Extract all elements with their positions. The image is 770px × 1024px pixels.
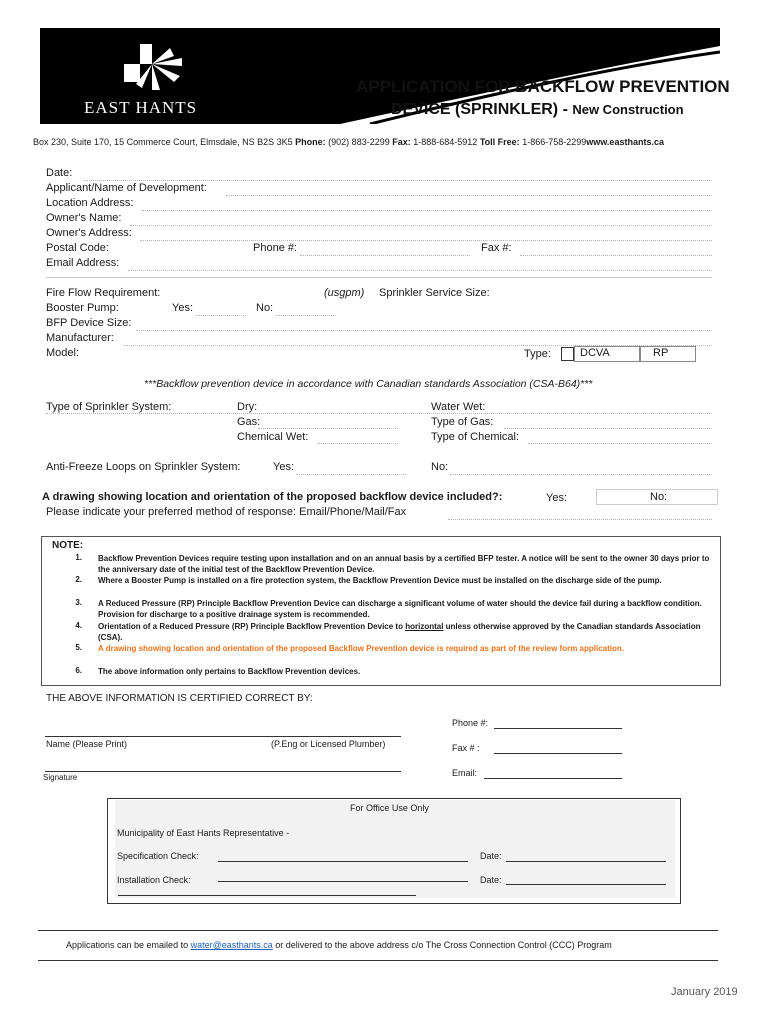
office-spec-date-label: Date: — [480, 851, 502, 861]
location-field[interactable] — [142, 210, 712, 211]
subtitle-main: DEVICE (SPRINKLER) — [391, 101, 559, 118]
water-wet-label: Water Wet: — [431, 401, 486, 413]
footer-rule-bottom — [38, 960, 718, 961]
owner-name-label: Owner's Name: — [46, 212, 122, 224]
org-name: EAST HANTS — [84, 98, 198, 117]
office-install-field[interactable] — [218, 881, 468, 882]
note-item-3: A Reduced Pressure (RP) Principle Backflow Prevention Device can discharge a significant volume of water should the device fail during a backflow condition. Provision for discharge to a positive drainage system is recommended. — [98, 599, 702, 619]
antifreeze-no-label: No: — [431, 461, 449, 473]
owner-name-field[interactable] — [130, 225, 712, 226]
fax-field[interactable] — [520, 255, 712, 256]
gas-field[interactable] — [258, 428, 398, 429]
cert-fax-field[interactable] — [494, 753, 622, 754]
certify-heading: THE ABOVE INFORMATION IS CERTIFIED CORRECT BY: — [46, 693, 313, 704]
booster-label: Booster Pump: — [46, 302, 119, 314]
note-item-5: A drawing showing location and orientation of the proposed Backflow Prevention device is required as part of the review form application. — [98, 644, 625, 653]
east-hants-logo-icon — [122, 42, 186, 94]
rp-label: RP — [653, 347, 669, 359]
antifreeze-yes-field[interactable] — [296, 474, 406, 475]
cert-email-label: Email: — [452, 768, 478, 778]
csa-standard-note: ***Backflow prevention device in accordance with Canadian standards Association (CSA-B64)*** — [144, 378, 593, 390]
booster-no-field[interactable] — [276, 315, 336, 316]
owner-address-label: Owner's Address: — [46, 227, 132, 239]
drawing-answer-box[interactable] — [596, 489, 718, 505]
note-number: 3. — [75, 598, 82, 607]
booster-yes-label: Yes: — [172, 302, 194, 314]
contact-info: Box 230, Suite 170, 15 Commerce Court, Elmsdale, NS B2S 3K5 Phone: (902) 883-2299 Fax: 1-888-684-5912 Toll Free: 1-866-758-2299www.easthants.ca — [33, 137, 664, 147]
note-number: 1. — [75, 553, 82, 562]
chem-wet-field[interactable] — [318, 443, 398, 444]
subtitle-dash: - — [558, 101, 573, 118]
location-label: Location Address: — [46, 197, 134, 209]
booster-yes-field[interactable] — [196, 315, 246, 316]
cert-email-field[interactable] — [484, 778, 622, 779]
bfp-size-label: BFP Device Size: — [46, 317, 132, 329]
section-divider — [46, 277, 712, 278]
office-rep-label: Municipality of East Hants Representative - — [117, 828, 290, 838]
cert-peng-label: (P.Eng or Licensed Plumber) — [271, 739, 386, 749]
type-gas-label: Type of Gas: — [431, 416, 494, 428]
response-field[interactable] — [448, 519, 712, 520]
usgpm-label: (usgpm) — [324, 287, 365, 299]
postal-label: Postal Code: — [46, 242, 109, 254]
office-heading: For Office Use Only — [350, 803, 429, 813]
dcva-checkbox[interactable] — [561, 347, 574, 361]
cert-signature-label: Signature — [43, 773, 78, 782]
office-spec-date-field[interactable] — [506, 861, 666, 862]
note-number: 5. — [75, 643, 82, 652]
service-size-label: Sprinkler Service Size: — [379, 287, 490, 299]
footer-email-link[interactable]: water@easthants.ca — [190, 940, 273, 950]
note-number: 4. — [75, 621, 82, 630]
note-number: 6. — [75, 666, 82, 675]
subtitle-sub: New Construction — [572, 102, 684, 117]
booster-no-label: No: — [256, 302, 274, 314]
office-install-date-field[interactable] — [506, 884, 666, 885]
office-spec-label: Specification Check: — [117, 851, 199, 861]
cert-phone-label: Phone #: — [452, 718, 489, 728]
fire-flow-label: Fire Flow Requirement: — [46, 287, 161, 299]
date-field[interactable] — [84, 180, 712, 181]
phone-field[interactable] — [300, 255, 470, 256]
bfp-size-field[interactable] — [136, 330, 712, 331]
dry-label: Dry: — [237, 401, 258, 413]
office-install-date-label: Date: — [480, 875, 502, 885]
cert-phone-field[interactable] — [494, 728, 622, 729]
cert-name-label: Name (Please Print) — [46, 739, 128, 749]
chem-wet-label: Chemical Wet: — [237, 431, 309, 443]
sprinkler-row1 — [46, 413, 712, 414]
office-install-label: Installation Check: — [117, 875, 191, 885]
dcva-label: DCVA — [580, 347, 610, 359]
sprinkler-type-label: Type of Sprinkler System: — [46, 401, 172, 413]
note-heading: NOTE: — [52, 540, 84, 551]
drawing-question: A drawing showing location and orientation of the proposed backflow device included?: — [42, 491, 503, 503]
model-label: Model: — [46, 347, 80, 359]
owner-address-field[interactable] — [140, 240, 712, 241]
drawing-yes-label: Yes: — [546, 492, 568, 504]
note-number: 2. — [75, 575, 82, 584]
phone-label: Phone #: — [253, 242, 298, 254]
note-item-6: The above information only pertains to Backflow Prevention devices. — [98, 667, 361, 676]
form-title: APPLICATION FOR BACKFLOW PREVENTION — [356, 77, 730, 96]
revision-date: January 2019 — [671, 986, 738, 998]
type-gas-field[interactable] — [504, 428, 712, 429]
antifreeze-yes-label: Yes: — [273, 461, 295, 473]
note-item-1: Backflow Prevention Devices require testing upon installation and on an annual basis by a certified BFP tester. A notice will be sent to the owner 30 days prior to the anniversary date of the initial test of the Backflow Prevention Device. — [98, 554, 710, 574]
applicant-field[interactable] — [226, 195, 712, 196]
office-signature-field[interactable] — [118, 895, 416, 896]
cert-signature-field[interactable] — [45, 771, 401, 772]
antifreeze-label: Anti-Freeze Loops on Sprinkler System: — [46, 461, 241, 473]
type-chem-field[interactable] — [528, 443, 712, 444]
drawing-no-label: No: — [650, 491, 668, 503]
note-item-4: Orientation of a Reduced Pressure (RP) Principle Backflow Prevention Device to horizontal unless otherwise approved by the Canadian standards Association (CSA). — [98, 622, 701, 642]
antifreeze-no-field[interactable] — [450, 474, 712, 475]
note-item-2: Where a Booster Pump is installed on a fire protection system, the Backflow Prevention Device must be installed on the discharge side of the pump. — [98, 576, 662, 585]
manufacturer-label: Manufacturer: — [46, 332, 114, 344]
footer-rule-top — [38, 930, 718, 931]
email-field[interactable] — [128, 270, 712, 271]
type-label: Type: — [524, 348, 551, 360]
fax-label: Fax #: — [481, 242, 512, 254]
cert-fax-label: Fax # : — [452, 743, 480, 753]
gas-label: Gas: — [237, 416, 261, 428]
footer-text: Applications can be emailed to water@easthants.ca or delivered to the above address c/o The Cross Connection Control (CCC) Program — [66, 940, 612, 950]
form-subtitle — [391, 101, 684, 119]
response-method: Please indicate your preferred method of response: Email/Phone/Mail/Fax — [46, 506, 407, 518]
cert-name-field[interactable] — [45, 736, 401, 737]
office-spec-field[interactable] — [218, 861, 468, 862]
type-chem-label: Type of Chemical: — [431, 431, 520, 443]
date-label: Date: — [46, 167, 73, 179]
applicant-label: Applicant/Name of Development: — [46, 182, 207, 194]
email-label: Email Address: — [46, 257, 120, 269]
